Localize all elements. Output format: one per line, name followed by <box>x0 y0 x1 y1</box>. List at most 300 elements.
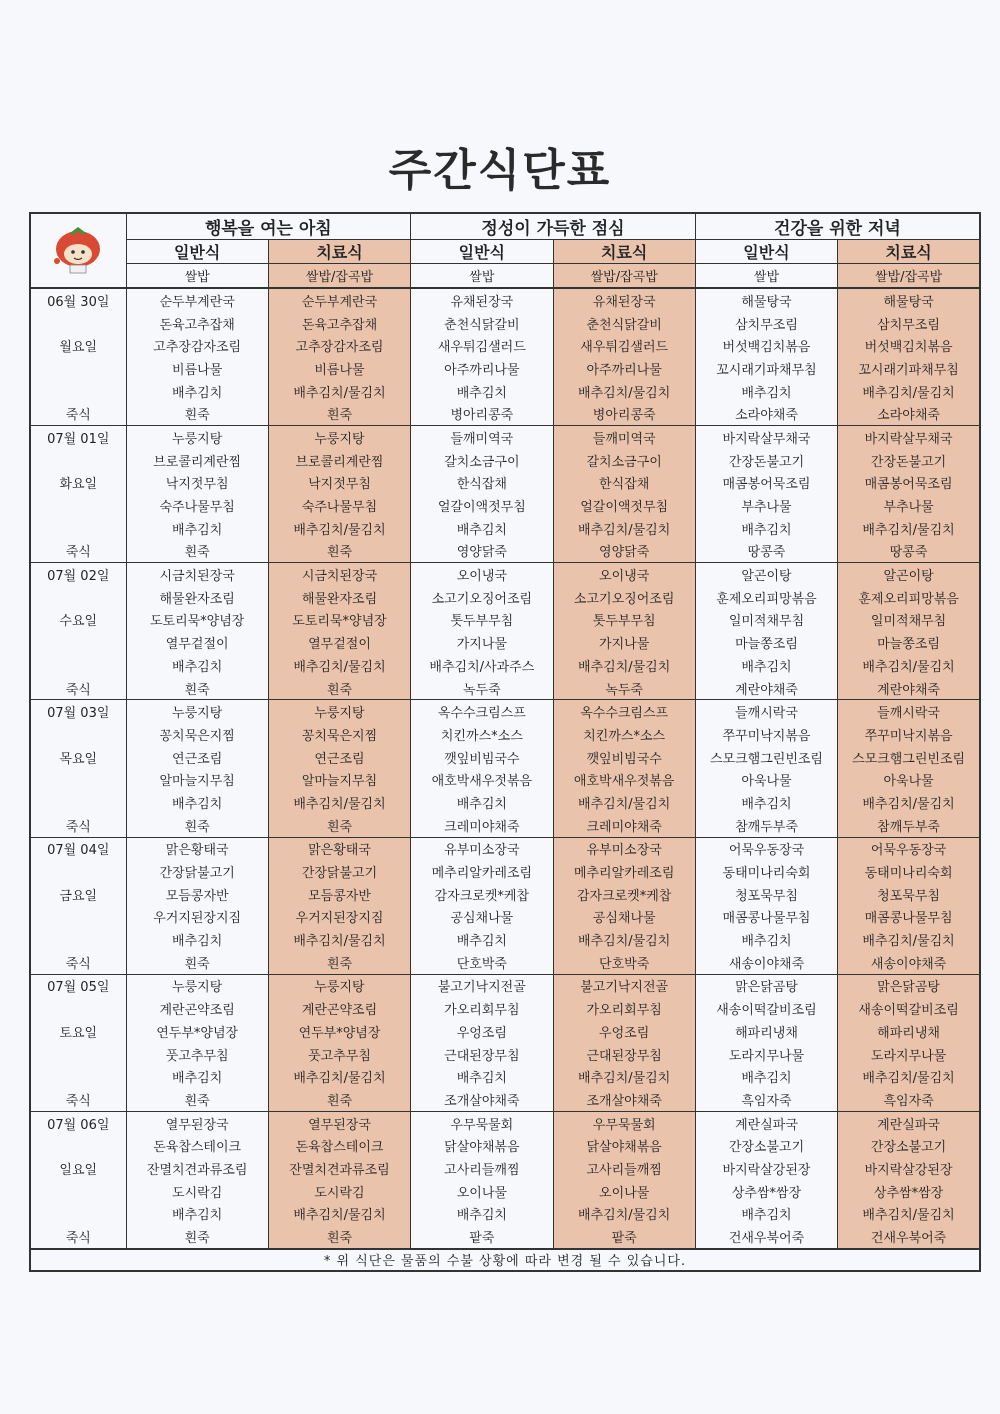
dish-cell: 흰죽 <box>268 677 410 700</box>
dish-cell: 배추김치/물김치 <box>553 380 695 403</box>
dish-cell: 배추김치 <box>411 517 553 540</box>
dish-cell: 건새우북어죽 <box>838 1225 980 1249</box>
menu-row <box>30 1203 980 1226</box>
dish-cell: 소고기오징어조림 <box>411 586 553 609</box>
dish-cell: 간장소불고기 <box>838 1134 980 1157</box>
dish-cell: 브로콜리계란찜 <box>126 449 268 472</box>
dish-cell: 배추김치 <box>126 1203 268 1226</box>
dish-cell: 꼬시래기파채무침 <box>838 357 980 380</box>
porridge-label: 죽식 <box>30 540 126 563</box>
dish-cell: 도시락김 <box>268 1180 410 1203</box>
dish-cell: 스모크햄그린빈조림 <box>695 746 837 769</box>
dish-cell: 쭈꾸미낙지볶음 <box>838 723 980 746</box>
porridge-label: 죽식 <box>30 951 126 974</box>
date-cell-empty <box>30 586 126 609</box>
dish-cell: 오이나물 <box>553 1180 695 1203</box>
dish-cell: 단호박죽 <box>411 951 553 974</box>
dish-cell: 바지락살강된장 <box>695 1157 837 1180</box>
diet-type-general: 일반식 <box>126 240 268 264</box>
menu-row <box>30 402 980 425</box>
dish-cell: 스모크햄그린빈조림 <box>838 746 980 769</box>
dish-cell: 모듬콩자반 <box>126 883 268 906</box>
date-cell-empty <box>30 1043 126 1066</box>
day-weekday: 월요일 <box>30 334 126 357</box>
dish-cell: 우거지된장지짐 <box>268 906 410 929</box>
day-date: 07월 05일 <box>30 974 126 997</box>
dish-cell: 상추쌈*쌈장 <box>838 1180 980 1203</box>
day-weekday: 화요일 <box>30 472 126 495</box>
dish-cell: 닭살야채볶음 <box>411 1134 553 1157</box>
menu-row <box>30 928 980 951</box>
dish-cell: 마늘쫑조림 <box>838 631 980 654</box>
dish-cell: 꼬시래기파채무침 <box>695 357 837 380</box>
menu-row <box>30 1020 980 1043</box>
date-cell-empty <box>30 1065 126 1088</box>
dish-cell: 비름나물 <box>268 357 410 380</box>
dish-cell: 브로콜리계란찜 <box>268 449 410 472</box>
dish-cell: 얼갈이액젓무침 <box>553 494 695 517</box>
dish-cell: 아주까리나물 <box>553 357 695 380</box>
dish-cell: 아욱나물 <box>838 768 980 791</box>
dish-cell: 순두부계란국 <box>126 288 268 312</box>
dish-cell: 배추김치 <box>411 1203 553 1226</box>
dish-cell: 불고기낙지전골 <box>411 974 553 997</box>
dish-cell: 깻잎비빔국수 <box>411 746 553 769</box>
dish-cell: 메추리알카레조림 <box>553 860 695 883</box>
menu-row <box>30 791 980 814</box>
date-cell-empty <box>30 928 126 951</box>
dish-cell: 배추김치/물김치 <box>553 1203 695 1226</box>
dish-cell: 삼치무조림 <box>838 312 980 335</box>
weekly-menu-table <box>29 212 981 1272</box>
dish-cell: 유부미소장국 <box>411 837 553 860</box>
dish-cell: 비름나물 <box>126 357 268 380</box>
dish-cell: 조개살야채죽 <box>411 1088 553 1111</box>
menu-row <box>30 677 980 700</box>
dish-cell: 동태미나리숙회 <box>838 860 980 883</box>
dish-cell: 흰죽 <box>268 540 410 563</box>
dish-cell: 배추김치 <box>695 1203 837 1226</box>
date-cell-empty <box>30 723 126 746</box>
dish-cell: 동태미나리숙회 <box>695 860 837 883</box>
dish-cell: 불고기낙지전골 <box>553 974 695 997</box>
dish-cell: 가오리회무침 <box>411 997 553 1020</box>
dish-cell: 누룽지탕 <box>268 974 410 997</box>
dish-cell: 들깨미역국 <box>411 426 553 449</box>
dish-cell: 배추김치 <box>126 654 268 677</box>
date-cell-empty <box>30 654 126 677</box>
dish-cell: 버섯백김치볶음 <box>695 334 837 357</box>
dish-cell: 배추김치/물김치 <box>268 928 410 951</box>
dish-cell: 배추김치/사과주스 <box>411 654 553 677</box>
dish-cell: 흰죽 <box>126 540 268 563</box>
dish-cell: 들깨시락국 <box>838 700 980 723</box>
porridge-label: 죽식 <box>30 677 126 700</box>
dish-cell: 배추김치/물김치 <box>838 791 980 814</box>
dish-cell: 배추김치 <box>411 928 553 951</box>
menu-row <box>30 1088 980 1111</box>
dish-cell: 땅콩죽 <box>695 540 837 563</box>
porridge-label: 죽식 <box>30 814 126 837</box>
dish-cell: 소고기오징어조림 <box>553 586 695 609</box>
date-cell-empty <box>30 791 126 814</box>
dish-cell: 배추김치 <box>126 928 268 951</box>
date-cell-empty <box>30 768 126 791</box>
dish-cell: 새우튀김샐러드 <box>553 334 695 357</box>
menu-row <box>30 380 980 403</box>
dish-cell: 오이나물 <box>411 1180 553 1203</box>
dish-cell: 유채된장국 <box>411 288 553 312</box>
dish-cell: 돈육고추잡채 <box>126 312 268 335</box>
dish-cell: 배추김치 <box>411 791 553 814</box>
dish-cell: 간장닭불고기 <box>126 860 268 883</box>
menu-row <box>30 494 980 517</box>
dish-cell: 배추김치 <box>695 1065 837 1088</box>
dish-cell: 우무묵물회 <box>553 1111 695 1134</box>
staple-rice: 쌀밥/잡곡밥 <box>268 264 410 289</box>
dish-cell: 간장닭불고기 <box>268 860 410 883</box>
date-cell-empty <box>30 449 126 472</box>
dish-cell: 흑임자죽 <box>695 1088 837 1111</box>
menu-row <box>30 334 980 357</box>
dish-cell: 계란곤약조림 <box>268 997 410 1020</box>
dish-cell: 가오리회무침 <box>553 997 695 1020</box>
dish-cell: 배추김치 <box>411 380 553 403</box>
dish-cell: 새송이야채죽 <box>695 951 837 974</box>
dish-cell: 잔멸치견과류조림 <box>126 1157 268 1180</box>
dish-cell: 바지락살무채국 <box>838 426 980 449</box>
dish-cell: 배추김치 <box>126 517 268 540</box>
dish-cell: 크레미야채죽 <box>553 814 695 837</box>
dish-cell: 계란실파국 <box>695 1111 837 1134</box>
dish-cell: 바지락살강된장 <box>838 1157 980 1180</box>
lunch-header: 정성이 가득한 점심 <box>411 213 696 240</box>
dish-cell: 새송이떡갈비조림 <box>838 997 980 1020</box>
dish-cell: 소라야채죽 <box>838 402 980 425</box>
dish-cell: 고추장감자조림 <box>126 334 268 357</box>
dish-cell: 근대된장무침 <box>553 1043 695 1066</box>
dish-cell: 유채된장국 <box>553 288 695 312</box>
menu-row <box>30 449 980 472</box>
porridge-label: 죽식 <box>30 402 126 425</box>
dish-cell: 연두부*양념장 <box>126 1020 268 1043</box>
menu-row <box>30 746 980 769</box>
dish-cell: 흰죽 <box>268 951 410 974</box>
dish-cell: 해파리냉채 <box>838 1020 980 1043</box>
dish-cell: 바지락살무채국 <box>695 426 837 449</box>
dish-cell: 유부미소장국 <box>553 837 695 860</box>
menu-row <box>30 860 980 883</box>
dish-cell: 매콤콩나물무침 <box>695 906 837 929</box>
tomato-mascot-icon <box>48 221 108 277</box>
dish-cell: 누룽지탕 <box>126 974 268 997</box>
date-cell-empty <box>30 312 126 335</box>
dish-cell: 배추김치/물김치 <box>268 1203 410 1226</box>
dish-cell: 계란곤약조림 <box>126 997 268 1020</box>
dish-cell: 해파리냉채 <box>695 1020 837 1043</box>
dish-cell: 애호박새우젓볶음 <box>553 768 695 791</box>
dish-cell: 흰죽 <box>268 402 410 425</box>
dish-cell: 청포묵무침 <box>838 883 980 906</box>
dish-cell: 청포묵무침 <box>695 883 837 906</box>
dish-cell: 가지나물 <box>411 631 553 654</box>
day-weekday: 토요일 <box>30 1020 126 1043</box>
dish-cell: 톳두부무침 <box>553 609 695 632</box>
menu-row <box>30 723 980 746</box>
dish-cell: 한식잡채 <box>553 472 695 495</box>
dish-cell: 알곤이탕 <box>695 563 837 586</box>
date-cell-empty <box>30 997 126 1020</box>
menu-row <box>30 883 980 906</box>
dish-cell: 팥죽 <box>411 1225 553 1249</box>
dish-cell: 돈육찹스테이크 <box>268 1134 410 1157</box>
menu-row <box>30 540 980 563</box>
dish-cell: 옥수수크림스프 <box>553 700 695 723</box>
tomato-mascot-logo <box>30 213 126 288</box>
date-cell-empty <box>30 1203 126 1226</box>
dish-cell: 소라야채죽 <box>695 402 837 425</box>
menu-row <box>30 951 980 974</box>
day-weekday: 일요일 <box>30 1157 126 1180</box>
staple-rice: 쌀밥/잡곡밥 <box>838 264 980 289</box>
dish-cell: 흰죽 <box>126 677 268 700</box>
menu-row <box>30 974 980 997</box>
dish-cell: 배추김치/물김치 <box>838 517 980 540</box>
dish-cell: 시금치된장국 <box>268 563 410 586</box>
dish-cell: 배추김치/물김치 <box>553 1065 695 1088</box>
dish-cell: 오이냉국 <box>553 563 695 586</box>
dish-cell: 병아리콩죽 <box>411 402 553 425</box>
menu-row <box>30 1134 980 1157</box>
dish-cell: 흰죽 <box>268 814 410 837</box>
dish-cell: 가지나물 <box>553 631 695 654</box>
menu-change-note: * 위 식단은 물품의 수불 상황에 따라 변경 될 수 있습니다. <box>30 1249 980 1271</box>
dish-cell: 쭈꾸미낙지볶음 <box>695 723 837 746</box>
dish-cell: 어묵우동장국 <box>838 837 980 860</box>
dish-cell: 누룽지탕 <box>126 700 268 723</box>
dish-cell: 배추김치/물김치 <box>838 928 980 951</box>
dish-cell: 흰죽 <box>268 1225 410 1249</box>
diet-type-general: 일반식 <box>695 240 837 264</box>
dish-cell: 배추김치/물김치 <box>838 654 980 677</box>
dish-cell: 흑임자죽 <box>838 1088 980 1111</box>
dish-cell: 부추나물 <box>695 494 837 517</box>
dinner-header: 건강을 위한 저녁 <box>695 213 980 240</box>
dish-cell: 새송이야채죽 <box>838 951 980 974</box>
date-cell-empty <box>30 357 126 380</box>
day-date: 07월 01일 <box>30 426 126 449</box>
dish-cell: 해물탕국 <box>695 288 837 312</box>
dish-cell: 열무겉절이 <box>126 631 268 654</box>
dish-cell: 연근조림 <box>126 746 268 769</box>
dish-cell: 흰죽 <box>126 951 268 974</box>
day-weekday: 수요일 <box>30 609 126 632</box>
dish-cell: 조개살야채죽 <box>553 1088 695 1111</box>
dish-cell: 훈제오리피망볶음 <box>838 586 980 609</box>
dish-cell: 녹두죽 <box>553 677 695 700</box>
dish-cell: 상추쌈*쌈장 <box>695 1180 837 1203</box>
dish-cell: 흰죽 <box>268 1088 410 1111</box>
dish-cell: 배추김치 <box>126 1065 268 1088</box>
dish-cell: 배추김치/물김치 <box>838 380 980 403</box>
dish-cell: 들깨미역국 <box>553 426 695 449</box>
dish-cell: 들깨시락국 <box>695 700 837 723</box>
dish-cell: 얼갈이액젓무침 <box>411 494 553 517</box>
day-date: 07월 04일 <box>30 837 126 860</box>
menu-row <box>30 700 980 723</box>
dish-cell: 매콤콩나물무침 <box>838 906 980 929</box>
dish-cell: 배추김치 <box>695 380 837 403</box>
dish-cell: 땅콩죽 <box>838 540 980 563</box>
menu-row <box>30 768 980 791</box>
menu-row <box>30 1043 980 1066</box>
porridge-label: 죽식 <box>30 1225 126 1249</box>
staple-rice: 쌀밥 <box>126 264 268 289</box>
dish-cell: 마늘쫑조림 <box>695 631 837 654</box>
dish-cell: 새우튀김샐러드 <box>411 334 553 357</box>
menu-row <box>30 1225 980 1249</box>
dish-cell: 치킨까스*소스 <box>553 723 695 746</box>
dish-cell: 팥죽 <box>553 1225 695 1249</box>
dish-cell: 공심채나물 <box>553 906 695 929</box>
dish-cell: 도라지무나물 <box>695 1043 837 1066</box>
dish-cell: 연두부*양념장 <box>268 1020 410 1043</box>
dish-cell: 숙주나물무침 <box>126 494 268 517</box>
dish-cell: 고사리들깨찜 <box>411 1157 553 1180</box>
dish-cell: 흰죽 <box>126 402 268 425</box>
dish-cell: 배추김치 <box>126 380 268 403</box>
dish-cell: 삼치무조림 <box>695 312 837 335</box>
dish-cell: 꽁치묵은지찜 <box>126 723 268 746</box>
day-date: 06월 30일 <box>30 288 126 312</box>
page-title: 주간식단표 <box>388 145 612 196</box>
dish-cell: 옥수수크림스프 <box>411 700 553 723</box>
dish-cell: 간장돈불고기 <box>838 449 980 472</box>
dish-cell: 돈육고추잡채 <box>268 312 410 335</box>
dish-cell: 맑은황태국 <box>268 837 410 860</box>
dish-cell: 숙주나물무침 <box>268 494 410 517</box>
menu-row <box>30 586 980 609</box>
dish-cell: 누룽지탕 <box>268 426 410 449</box>
dish-cell: 흰죽 <box>126 1088 268 1111</box>
menu-row <box>30 1065 980 1088</box>
diet-type-general: 일반식 <box>411 240 553 264</box>
menu-row <box>30 654 980 677</box>
date-cell-empty <box>30 1134 126 1157</box>
dish-cell: 돈육찹스테이크 <box>126 1134 268 1157</box>
dish-cell: 감자크로켓*케찹 <box>553 883 695 906</box>
dish-cell: 도토리묵*양념장 <box>126 609 268 632</box>
dish-cell: 참깨두부죽 <box>838 814 980 837</box>
menu-row <box>30 357 980 380</box>
dish-cell: 풋고추무침 <box>268 1043 410 1066</box>
dish-cell: 영양닭죽 <box>553 540 695 563</box>
dish-cell: 맑은황태국 <box>126 837 268 860</box>
menu-body <box>30 288 980 1249</box>
dish-cell: 우엉조림 <box>553 1020 695 1043</box>
menu-row <box>30 1180 980 1203</box>
dish-cell: 열무겉절이 <box>268 631 410 654</box>
dish-cell: 흰죽 <box>126 814 268 837</box>
breakfast-header: 행복을 여는 아침 <box>126 213 411 240</box>
menu-row <box>30 288 980 312</box>
dish-cell: 고추장감자조림 <box>268 334 410 357</box>
dish-cell: 계란야채죽 <box>838 677 980 700</box>
dish-cell: 낙지젓무침 <box>126 472 268 495</box>
dish-cell: 순두부계란국 <box>268 288 410 312</box>
menu-row <box>30 426 980 449</box>
dish-cell: 연근조림 <box>268 746 410 769</box>
menu-row <box>30 631 980 654</box>
dish-cell: 녹두죽 <box>411 677 553 700</box>
dish-cell: 간장소불고기 <box>695 1134 837 1157</box>
dish-cell: 해물탕국 <box>838 288 980 312</box>
menu-row <box>30 472 980 495</box>
date-cell-empty <box>30 906 126 929</box>
day-weekday: 금요일 <box>30 883 126 906</box>
dish-cell: 부추나물 <box>838 494 980 517</box>
dish-cell: 톳두부무침 <box>411 609 553 632</box>
dish-cell: 갈치소금구이 <box>553 449 695 472</box>
menu-row <box>30 312 980 335</box>
menu-row <box>30 1111 980 1134</box>
dish-cell: 참깨두부죽 <box>695 814 837 837</box>
dish-cell: 누룽지탕 <box>126 426 268 449</box>
dish-cell: 도라지무나물 <box>838 1043 980 1066</box>
dish-cell: 근대된장무침 <box>411 1043 553 1066</box>
dish-cell: 일미적채무침 <box>695 609 837 632</box>
dish-cell: 메추리알카레조림 <box>411 860 553 883</box>
dish-cell: 배추김치/물김치 <box>268 791 410 814</box>
staple-rice: 쌀밥 <box>411 264 553 289</box>
dish-cell: 잔멸치견과류조림 <box>268 1157 410 1180</box>
dish-cell: 꽁치묵은지찜 <box>268 723 410 746</box>
dish-cell: 계란야채죽 <box>695 677 837 700</box>
dish-cell: 배추김치/물김치 <box>553 654 695 677</box>
menu-row <box>30 1157 980 1180</box>
dish-cell: 닭살야채볶음 <box>553 1134 695 1157</box>
diet-type-therapeutic: 치료식 <box>268 240 410 264</box>
dish-cell: 도시락김 <box>126 1180 268 1203</box>
date-cell-empty <box>30 860 126 883</box>
dish-cell: 건새우북어죽 <box>695 1225 837 1249</box>
dish-cell: 병아리콩죽 <box>553 402 695 425</box>
dish-cell: 우거지된장지짐 <box>126 906 268 929</box>
dish-cell: 훈제오리피망볶음 <box>695 586 837 609</box>
dish-cell: 배추김치/물김치 <box>838 1065 980 1088</box>
dish-cell: 배추김치/물김치 <box>553 517 695 540</box>
date-cell-empty <box>30 517 126 540</box>
dish-cell: 흰죽 <box>126 1225 268 1249</box>
dish-cell: 배추김치/물김치 <box>268 517 410 540</box>
dish-cell: 열무된장국 <box>268 1111 410 1134</box>
menu-row <box>30 517 980 540</box>
dish-cell: 매콤봉어묵조림 <box>695 472 837 495</box>
dish-cell: 낙지젓무침 <box>268 472 410 495</box>
dish-cell: 배추김치/물김치 <box>268 1065 410 1088</box>
dish-cell: 감자크로켓*케찹 <box>411 883 553 906</box>
dish-cell: 배추김치 <box>695 928 837 951</box>
menu-row <box>30 997 980 1020</box>
menu-row <box>30 609 980 632</box>
dish-cell: 알마늘지무침 <box>268 768 410 791</box>
dish-cell: 영양닭죽 <box>411 540 553 563</box>
date-cell-empty <box>30 631 126 654</box>
menu-row <box>30 814 980 837</box>
dish-cell: 누룽지탕 <box>268 700 410 723</box>
menu-row <box>30 906 980 929</box>
dish-cell: 모듬콩자반 <box>268 883 410 906</box>
